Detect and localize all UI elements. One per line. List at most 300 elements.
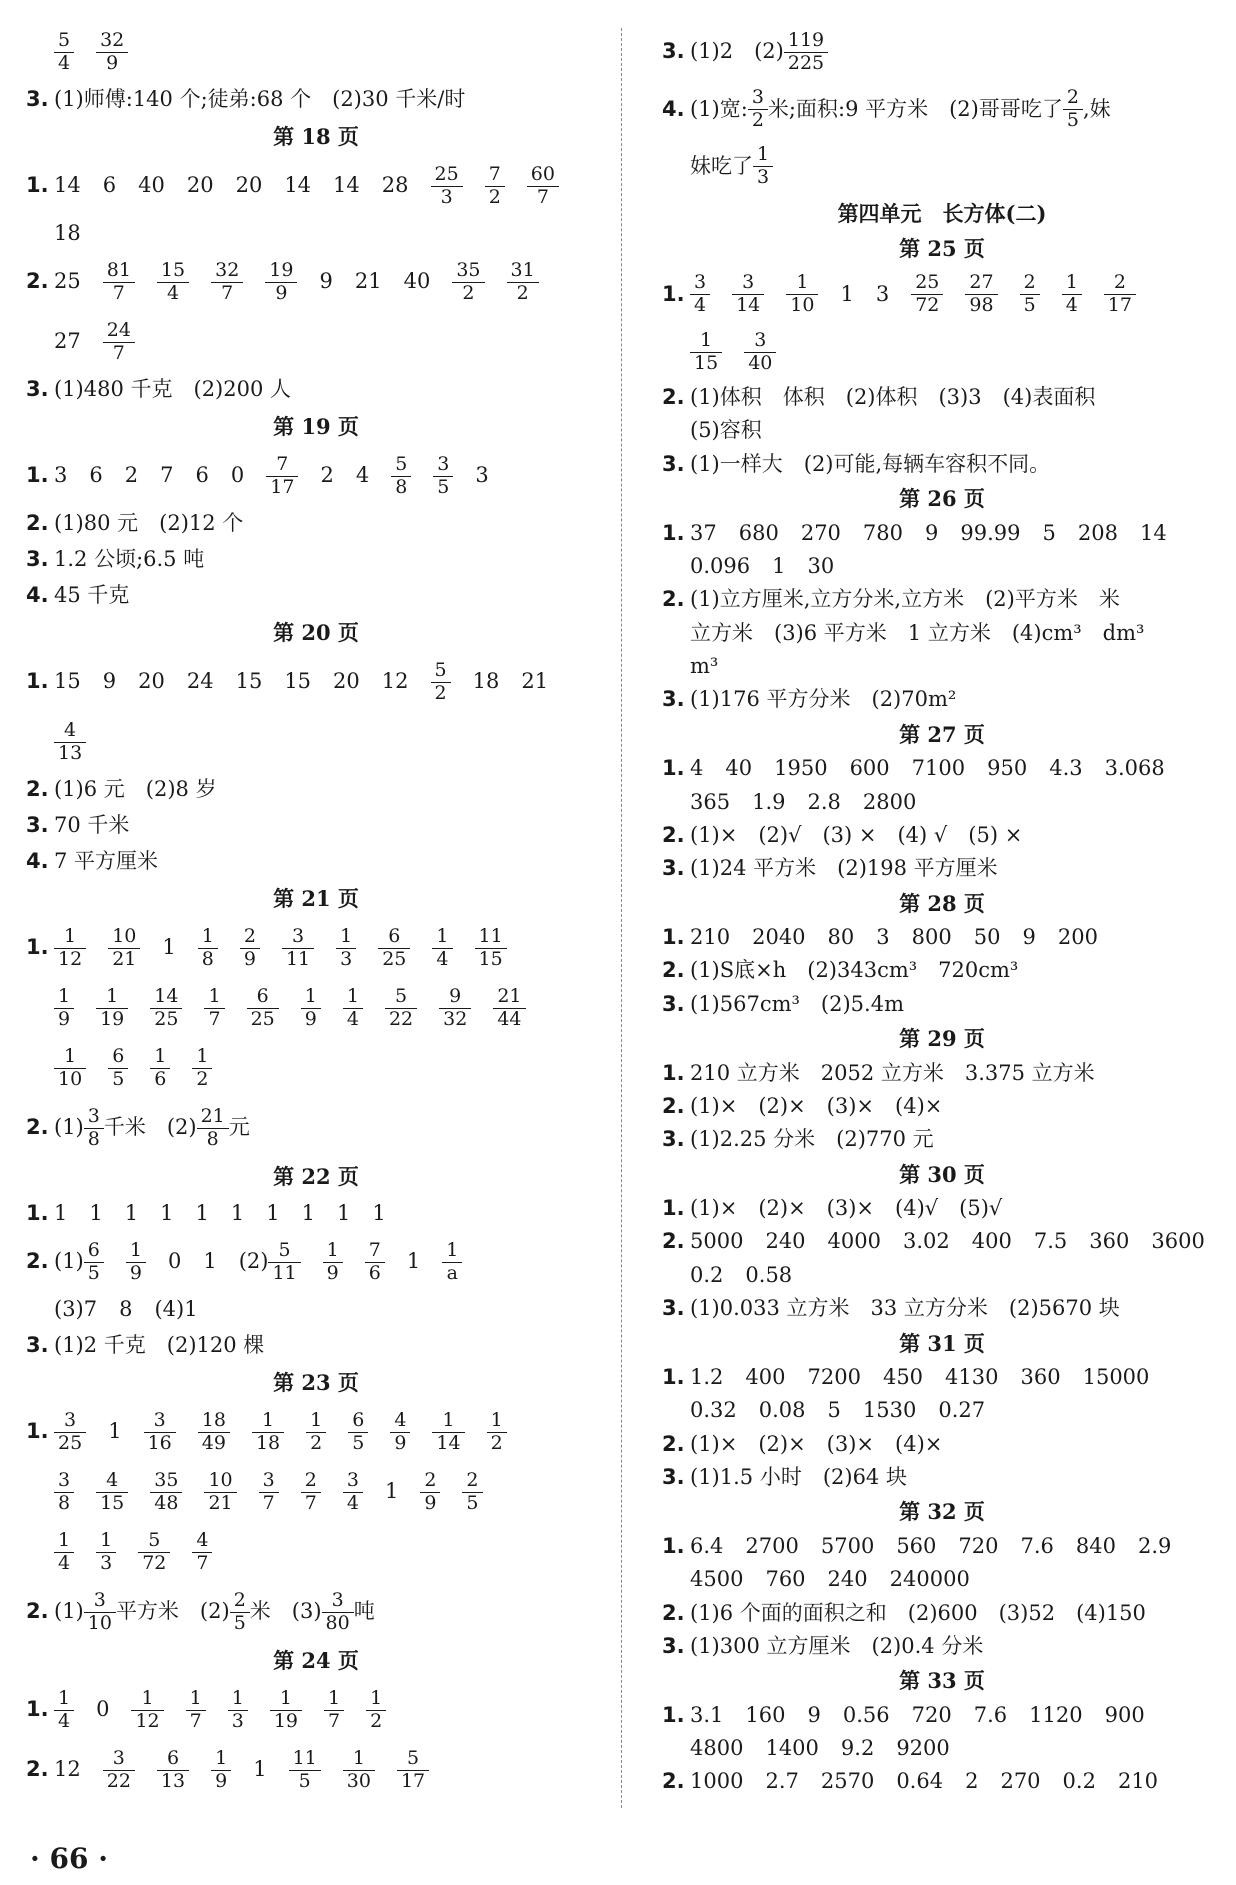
answer-text: 3 [875, 282, 890, 307]
numerator: 1 [154, 1044, 167, 1067]
question-number: 1. [662, 282, 685, 307]
answer-text: 12 [381, 669, 409, 694]
numerator: 6 [352, 1408, 365, 1431]
answer-item [690, 1365, 723, 1390]
answer-item [54, 1408, 86, 1454]
answer-text: 20 [333, 669, 360, 694]
denominator: 9 [96, 52, 128, 74]
answer-text: 30 [807, 553, 835, 578]
fraction [750, 85, 766, 131]
answer-line [26, 1042, 606, 1094]
numerator: 1 [141, 1686, 154, 1709]
fraction [303, 1468, 319, 1514]
denominator: 6 [365, 1262, 385, 1284]
fraction [56, 1044, 84, 1090]
answer-item [282, 924, 314, 970]
answer-text: 4000 [827, 1229, 881, 1254]
answer-item [690, 1196, 1002, 1221]
numerator: 1 [757, 143, 770, 166]
answer-item [382, 669, 409, 694]
denominator: 2 [507, 282, 539, 304]
answer-text: (1)2 (2) [690, 39, 784, 64]
answer-item [356, 463, 369, 488]
answer-text: 1 [266, 1201, 280, 1226]
numerator: 3 [153, 1408, 166, 1431]
fraction [56, 718, 84, 764]
answer-line [26, 220, 606, 248]
answer-item [896, 1534, 936, 1559]
answer-text: 0 [167, 1249, 182, 1274]
fraction [194, 1528, 210, 1574]
answer-text: 15 [235, 669, 263, 694]
numerator: 1 [58, 984, 71, 1007]
answer-text: 70 千米 [54, 813, 130, 838]
numerator: 1 [346, 984, 359, 1007]
answer-item [1022, 925, 1035, 950]
answer-text: (1)0.033 立方米 33 立方分米 (2)5670 块 [690, 1296, 1120, 1321]
numerator: 18 [201, 1408, 226, 1431]
answer-item [690, 1769, 743, 1794]
denominator: 7 [192, 1552, 212, 1574]
answer-item [54, 777, 217, 802]
answer-item [355, 269, 382, 294]
numerator: 35 [154, 1468, 179, 1491]
answer-item [154, 1297, 197, 1322]
answer-text: 1 [89, 1201, 103, 1226]
answer-text: 3 [54, 463, 68, 488]
answer-text: 780 [862, 520, 904, 545]
answer-line [26, 812, 606, 840]
denominator: 49 [198, 1432, 230, 1454]
answer-item [690, 1465, 907, 1490]
page-heading: 第 29 页 [899, 1026, 985, 1052]
answer-text: 1 [162, 935, 176, 960]
answer-line [26, 1466, 606, 1518]
fraction [270, 1238, 298, 1284]
denominator: 25 [54, 1432, 86, 1454]
numerator: 19 [269, 258, 294, 281]
answer-text: 6.4 [690, 1533, 724, 1558]
fraction [477, 924, 505, 970]
numerator: 1 [58, 1686, 71, 1709]
answer-line [26, 1684, 606, 1736]
answer-item [690, 1127, 934, 1152]
answer-item [974, 1703, 1007, 1728]
answer-item [284, 173, 311, 198]
answer-item [138, 669, 165, 694]
answer-text: 1 [54, 1201, 68, 1226]
numerator: 1 [64, 1044, 77, 1067]
answer-item [343, 1746, 375, 1792]
question-number: 2. [26, 1115, 49, 1140]
question-number: 2. [26, 1757, 49, 1782]
answer-text: 560 [896, 1533, 937, 1558]
answer-item [378, 924, 410, 970]
answer-item [828, 1398, 841, 1423]
answer-text: 米 (3) [249, 1599, 322, 1624]
answer-text: m³ [690, 654, 719, 679]
question-number: 3. [662, 451, 685, 476]
answer-item [1021, 1365, 1061, 1390]
fraction [159, 1746, 187, 1792]
page-heading: 第 31 页 [899, 1330, 985, 1356]
fraction [434, 1408, 462, 1454]
question-number: 1. [662, 925, 685, 950]
answer-item [96, 28, 128, 74]
answer-item [266, 1201, 279, 1226]
answer-line [26, 26, 606, 78]
answer-text: 9 [319, 269, 333, 294]
fraction [152, 984, 180, 1030]
numerator: 31 [510, 258, 535, 281]
answer-item [690, 28, 828, 74]
fraction [755, 145, 771, 188]
fraction [913, 273, 941, 316]
answer-text: 1 [406, 1249, 421, 1274]
answer-item [54, 329, 81, 354]
numerator: 6 [256, 984, 269, 1007]
answer-text: 1.2 [690, 1364, 724, 1389]
question-number: 2. [662, 1431, 685, 1456]
answer-item [765, 1769, 798, 1794]
answer-line [662, 1364, 1222, 1392]
numerator: 25 [915, 271, 940, 294]
numerator: 5 [395, 452, 408, 475]
answer-item [144, 1408, 176, 1454]
numerator: 3 [742, 271, 755, 294]
answer-line [662, 417, 1222, 445]
numerator: 1 [442, 1408, 455, 1431]
denominator: 2 [431, 682, 451, 704]
answer-item [96, 1468, 128, 1514]
page-heading: 第 22 页 [273, 1164, 359, 1190]
answer-item [690, 621, 1144, 646]
answer-text: 2570 [820, 1769, 875, 1794]
answer-item [323, 1238, 343, 1284]
answer-item [372, 1201, 385, 1226]
fraction [213, 258, 241, 304]
answer-line [662, 1261, 1222, 1289]
question-number: 2. [26, 777, 49, 802]
answer-text: 208 [1077, 520, 1118, 545]
answer-item [801, 521, 841, 546]
question-number: 1. [662, 1060, 685, 1085]
answer-text: 0 [230, 463, 245, 488]
answer-text: 3.068 [1104, 756, 1165, 781]
answer-text: 0 [96, 1697, 110, 1722]
denominator: 9 [126, 1262, 146, 1284]
answer-item [1083, 1365, 1150, 1390]
numerator: 3 [58, 1468, 71, 1491]
answer-text: 7100 [911, 756, 966, 781]
answer-item [475, 463, 488, 488]
answer-item [863, 790, 916, 815]
answer-item [306, 1408, 326, 1454]
answer-text: 吨 [353, 1599, 375, 1624]
fraction [140, 1528, 168, 1574]
answer-line [662, 1093, 1222, 1121]
numerator: 1 [700, 328, 713, 351]
answer-item [119, 1297, 132, 1322]
fraction [254, 1408, 282, 1454]
numerator: 2 [1023, 271, 1036, 294]
question-number: 1. [26, 1419, 49, 1444]
answer-item [192, 1044, 212, 1090]
answer-item [397, 1746, 429, 1792]
answer-text: 0.08 [758, 1398, 806, 1423]
fraction [98, 1528, 114, 1574]
question-number: 2. [26, 1249, 49, 1274]
answer-text: 28 [381, 173, 409, 198]
fraction [380, 924, 408, 970]
numerator: 5 [407, 1746, 420, 1769]
question-number: 2. [662, 1093, 685, 1118]
denominator: a [442, 1262, 462, 1284]
fraction [367, 1238, 383, 1284]
denominator: 4 [54, 52, 74, 74]
fraction [56, 1468, 72, 1514]
denominator: 5 [462, 1492, 482, 1514]
answer-item [850, 756, 890, 781]
answer-text: (1)480 千克 (2)200 人 [54, 377, 292, 402]
denominator: 48 [150, 1492, 182, 1514]
answer-text: 37 [690, 520, 717, 545]
fraction [338, 924, 354, 970]
answer-text: 12 [54, 1757, 81, 1782]
answer-item [1029, 1703, 1082, 1728]
denominator: 2 [306, 1432, 326, 1454]
answer-item [103, 1746, 135, 1792]
answer-item [1063, 1769, 1096, 1794]
question-number: 3. [662, 1465, 685, 1490]
answer-text: 0.58 [745, 1262, 793, 1287]
numerator: 1 [261, 1408, 275, 1431]
answer-text: (1)2 千克 (2)120 棵 [54, 1333, 265, 1358]
answer-text: 40 [403, 269, 431, 294]
answer-item [385, 984, 417, 1030]
page-heading: 第 20 页 [273, 620, 359, 646]
answer-item [54, 377, 291, 402]
answer-item [196, 1201, 209, 1226]
numerator: 1 [304, 984, 317, 1007]
fraction [268, 452, 296, 498]
answer-item [160, 463, 173, 488]
numerator: 1 [106, 984, 119, 1007]
answer-text: 25 [54, 269, 81, 294]
answer-text: 720 [958, 1533, 999, 1558]
answer-item [912, 925, 952, 950]
answer-item [690, 654, 718, 679]
answer-item [473, 669, 500, 694]
answer-item [725, 756, 752, 781]
answer-text: 1 [372, 1201, 386, 1226]
answer-text: 900 [1104, 1702, 1145, 1727]
numerator: 7 [276, 452, 289, 475]
answer-text: 2 [965, 1769, 979, 1794]
denominator: 2 [485, 186, 505, 208]
answer-text: 1950 [774, 756, 828, 781]
fraction [444, 1238, 460, 1284]
answer-item [187, 173, 214, 198]
fraction [98, 1468, 126, 1514]
denominator: 22 [385, 1008, 417, 1030]
answer-text: 9200 [896, 1736, 950, 1761]
answer-item [302, 1201, 315, 1226]
denominator: 9 [390, 1432, 410, 1454]
denominator: 12 [54, 948, 86, 970]
denominator: 8 [391, 476, 411, 498]
question-number: 3. [662, 1296, 685, 1321]
denominator: 5 [230, 1612, 250, 1634]
answer-item [54, 924, 86, 970]
denominator: 72 [911, 294, 943, 316]
answer-text: 680 [738, 520, 779, 545]
denominator: 9 [301, 1008, 321, 1030]
answer-text: 1.2 公顷;6.5 吨 [54, 547, 205, 572]
answer-line [662, 450, 1222, 478]
answer-text: 200 [1057, 925, 1098, 950]
answer-line [662, 326, 1222, 378]
numerator: 119 [787, 28, 825, 51]
answer-text: 20 [138, 669, 165, 694]
answer-item [744, 328, 776, 374]
answer-line [662, 1735, 1222, 1763]
answer-line [662, 26, 1222, 78]
answer-item [385, 1479, 398, 1504]
question-number: 3. [26, 813, 49, 838]
question-number: 2. [662, 1600, 685, 1625]
answer-item [690, 687, 956, 712]
answer-item [690, 1061, 1095, 1086]
answer-text: (1)一样大 (2)可能,每辆车容积不同。 [690, 451, 1051, 476]
answer-text: 450 [882, 1364, 924, 1389]
answer-item [431, 162, 463, 208]
right-column [662, 26, 1222, 1801]
answer-item [1021, 1534, 1054, 1559]
answer-line [662, 1126, 1222, 1154]
denominator: 10 [84, 1612, 116, 1634]
answer-item [808, 554, 835, 579]
answer-item [1118, 1769, 1158, 1794]
answer-item [745, 1365, 785, 1390]
numerator: 6 [166, 1746, 180, 1769]
answer-item [160, 1201, 173, 1226]
question-number: 1. [662, 1196, 685, 1221]
fraction [200, 1408, 228, 1454]
answer-item [1043, 521, 1056, 546]
answer-item [54, 511, 243, 536]
answer-item [390, 1408, 410, 1454]
answer-item [186, 1686, 206, 1732]
question-number: 1. [662, 756, 685, 781]
answer-line [26, 1296, 606, 1324]
answer-text: 1 [253, 1757, 267, 1782]
denominator: 12 [131, 1710, 163, 1732]
answer-text: 15 [54, 669, 81, 694]
numerator: 3 [346, 1468, 359, 1491]
answer-item [366, 1686, 386, 1732]
answer-text: 2700 [745, 1533, 799, 1558]
fraction [249, 984, 277, 1030]
fraction [399, 1746, 427, 1792]
page-heading: 第 23 页 [273, 1370, 359, 1396]
numerator: 2 [233, 1588, 246, 1611]
answer-item [238, 1238, 301, 1284]
answer-text: (2) [238, 1249, 269, 1274]
answer-text: 800 [911, 925, 952, 950]
denominator: 10 [786, 294, 818, 316]
answer-item [231, 1201, 244, 1226]
answer-text: 6 [102, 173, 117, 198]
answer-text: 210 [1117, 1769, 1159, 1794]
answer-item [54, 547, 204, 572]
answer-item [1105, 756, 1165, 781]
answer-item [690, 85, 1111, 131]
denominator: 17 [1104, 294, 1136, 316]
question-number: 3. [26, 547, 49, 572]
answer-text: 1 [108, 1419, 122, 1444]
answer-text: 14 [1139, 520, 1167, 545]
denominator: 2 [366, 1710, 386, 1732]
answer-line [26, 86, 606, 114]
answer-text: 4 [690, 756, 704, 781]
answer-item [507, 258, 539, 304]
fraction [454, 258, 482, 304]
answer-item [319, 269, 332, 294]
answer-item [690, 958, 1018, 983]
page-heading: 第 19 页 [273, 414, 359, 440]
fraction [345, 1746, 373, 1792]
answer-text: 7.5 [1033, 1229, 1068, 1254]
numerator: 3 [751, 85, 764, 108]
numerator: 3 [112, 1746, 125, 1769]
numerator: 2 [424, 1468, 437, 1491]
answer-item [772, 554, 785, 579]
denominator: 5 [433, 476, 453, 498]
answer-line [26, 1200, 606, 1228]
answer-item [1105, 1703, 1145, 1728]
answer-text: (3)7 [54, 1297, 98, 1322]
answer-text: 1 [160, 1201, 174, 1226]
denominator: 13 [54, 742, 86, 764]
answer-item [752, 790, 785, 815]
fraction [489, 1408, 505, 1454]
answer-text: 27 [54, 329, 81, 354]
answer-item [431, 658, 451, 704]
answer-text: 240 [765, 1229, 806, 1254]
answer-item [54, 28, 74, 74]
denominator: 17 [266, 476, 298, 498]
answer-item [828, 925, 855, 950]
fraction [435, 452, 451, 498]
answer-text: 1000 [690, 1769, 744, 1794]
numerator: 5 [278, 1238, 291, 1261]
answer-item [54, 849, 158, 874]
answer-text: 9 [807, 1702, 821, 1727]
answer-item [289, 1746, 321, 1792]
question-number: 2. [662, 958, 685, 983]
answer-item [54, 1333, 264, 1358]
denominator: 3 [431, 186, 463, 208]
numerator: 2 [304, 1468, 317, 1491]
answer-item [432, 1408, 464, 1454]
numerator: 4 [196, 1528, 209, 1551]
answer-item [108, 924, 140, 970]
answer-item [896, 1769, 943, 1794]
denominator: 10 [54, 1068, 86, 1090]
answer-item [765, 1229, 805, 1254]
answer-text: 7200 [807, 1364, 861, 1389]
